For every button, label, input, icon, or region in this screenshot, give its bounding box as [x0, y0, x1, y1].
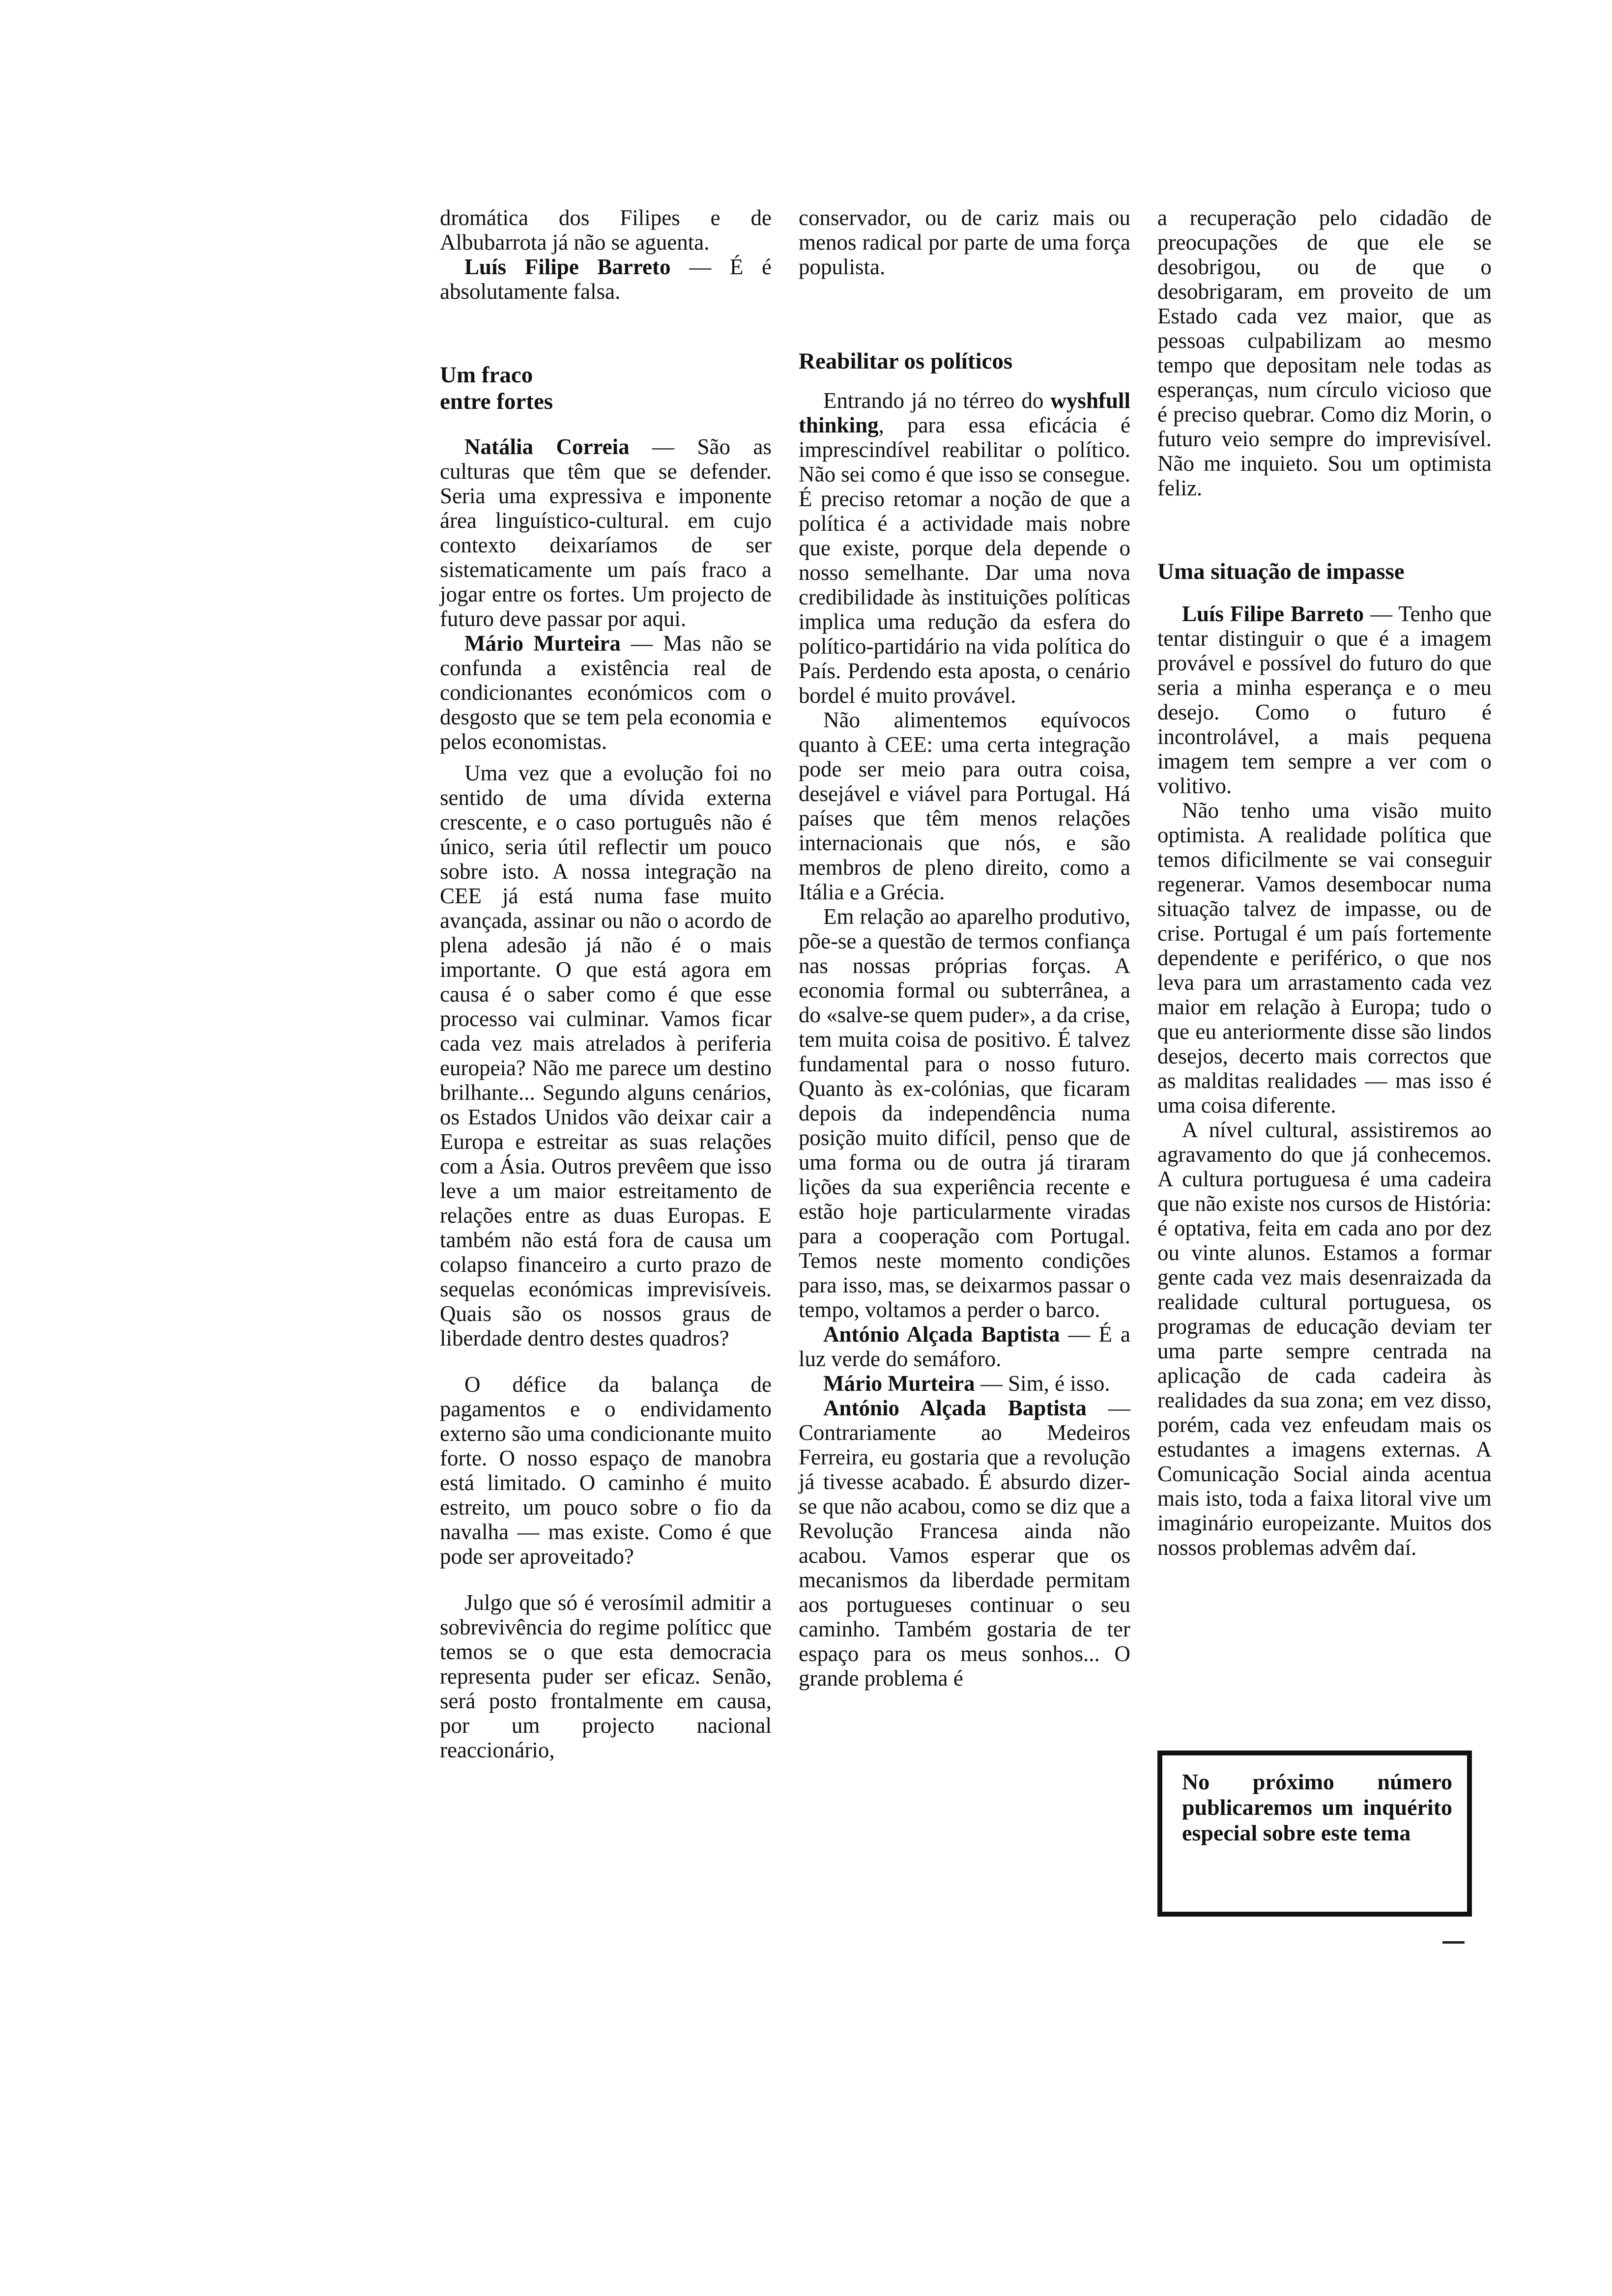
- next-issue-notice-box: [1157, 1751, 1472, 1917]
- speaker-name: António Alçada Baptista: [823, 1322, 1060, 1347]
- speech-text: — São as culturas que têm que se defender. Seria uma expressiva e imponente área linguístico-cultural. em cujo contexto deixaríamos de ser sistematicamente um país fraco a jogar entre os fortes. Um projecto de futuro deve passar por aqui.: [440, 434, 772, 631]
- paragraph: [799, 388, 1130, 708]
- speech-text: — Mas não se confunda a existência real de condicionantes económicos com o desgosto que se tem pela economia e pelos economistas.: [440, 631, 772, 754]
- speaker-name: Natália Correia: [464, 434, 630, 459]
- paragraph: Uma vez que a evolução foi no sentido de uma dívida externa crescente, e o caso português não é único, seria útil reflectir um pouco sobre isto. A nossa integração na CEE já está numa fase muito avançada, assinar ou não o acordo de plena adesão já não é o mais importante. O que está agora em causa é o saber como é que esse processo vai culminar. Vamos ficar cada vez mais atrelados à periferia europeia? Não me parece um destino brilhante... Segundo alguns cenários, os Estados Unidos vão deixar cair a Europa e estreitar as suas relações com a Ásia. Outros prevêem que isso leve a um maior estreitamento de relações entre as duas Europas. E também não está fora de causa um colapso financeiro a curto prazo de sequelas económicas imprevisíveis. Quais são os nossos graus de liberdade dentro destes quadros?: [440, 761, 772, 1350]
- text: Entrando já no térreo do: [823, 388, 1051, 413]
- section-heading: Reabilitar os políticos: [799, 348, 1013, 374]
- speaker-name: Mário Murteira: [823, 1371, 975, 1396]
- paragraph: [440, 631, 772, 754]
- speaker-name: Luís Filipe Barreto: [464, 255, 671, 279]
- column-1: [440, 205, 772, 1762]
- end-mark: [1442, 1941, 1465, 1944]
- paragraph: A nível cultural, assistiremos ao agravamento do que já conhecemos. A cultura portuguesa é uma cadeira que não existe nos cursos de História: é optativa, feita em cada ano por dez ou vinte alunos. Estamos a formar gente cada vez mais desenraizada da realidade cultural portuguesa, os programas de educação deviam ter uma parte sempre centrada na aplicação de cada cadeira às realidades da sua zona; em vez disso, porém, cada vez enfeudam mais os estudantes a imagens externas. A Comunicação Social ainda acentua mais isto, toda a faixa litoral vive um imaginário europeizante. Muitos dos nossos problemas advêm daí.: [1157, 1118, 1492, 1560]
- column-2: [799, 205, 1130, 1691]
- speaker-name: António Alçada Baptista: [823, 1396, 1087, 1420]
- paragraph: O défice da balança de pagamentos e o endividamento externo são uma condicionante muito forte. O nosso espaço de manobra está limitado. O caminho é muito estreito, um pouco sobre o fio da navalha — mas existe. Como é que pode ser aproveitado?: [440, 1372, 772, 1569]
- paragraph: a recuperação pelo cidadão de preocupações de que ele se desobrigou, ou de que o desobrigaram, em proveito de um Estado cada vez maior, que as pessoas culpabilizam ao mesmo tempo que depositam nele todas as esperanças, num círculo vicioso que é preciso quebrar. Como diz Morin, o futuro veio sempre do imprevisível. Não me inquieto. Sou um optimista feliz.: [1157, 205, 1492, 500]
- paragraph: Em relação ao aparelho produtivo, põe-se a questão de termos confiança nas nossas próprias forças. A economia formal ou subterrânea, a do «salve-se quem puder», a da crise, tem muita coisa de positivo. É talvez fundamental para o nosso futuro. Quanto às ex-colónias, que ficaram depois da independência numa posição muito difícil, penso que de uma forma ou de outra já tiraram lições da sua experiência recente e estão hoje particularmente viradas para a cooperação com Portugal. Temos neste momento condições para isso, mas, se deixarmos passar o tempo, voltamos a perder o barco.: [799, 904, 1130, 1322]
- speech-text: — Tenho que tentar distinguir o que é a imagem provável e possível do futuro do que seria a minha esperança e o meu desejo. Como o futuro é incontrolável, a mais pequena imagem tem sempre a ver com o volitivo.: [1157, 602, 1492, 798]
- paragraph: Julgo que só é verosímil admitir a sobrevivência do regime políticc que temos se o que esta democracia representa puder ser eficaz. Senão, será posto frontalmente em causa, por um projecto nacional reaccionário,: [440, 1590, 772, 1762]
- paragraph: dromática dos Filipes e de Albubarrota já não se aguenta.: [440, 205, 772, 255]
- speaker-name: Luís Filipe Barreto: [1182, 602, 1364, 626]
- speech-text: — É a luz verde do semáforo.: [799, 1322, 1130, 1371]
- paragraph: Não tenho uma visão muito optimista. A realidade política que temos dificilmente se vai conseguir regenerar. Vamos desembocar numa situação talvez de impasse, ou de crise. Portugal é um país fortemente dependente e periférico, o que nos leva para um arrastamento cada vez maior em relação à Europa; tudo o que eu anteriormente disse são lindos desejos, decerto mais correctos que as malditas realidades — mas isso é uma coisa diferente.: [1157, 798, 1492, 1118]
- paragraph: [440, 434, 772, 631]
- next-issue-notice: No próximo número publicaremos um inquérito especial sobre este tema: [1182, 1769, 1452, 1845]
- paragraph: Não alimentemos equívocos quanto à CEE: uma certa integração pode ser meio para outra coisa, desejável e viável para Portugal. Há países que têm menos relações internacionais que nós, e são membros de pleno direito, como a Itália e a Grécia.: [799, 708, 1130, 904]
- paragraph: [1157, 602, 1492, 798]
- paragraph: [440, 255, 772, 304]
- emphasis-text: wyshfull thinking: [799, 388, 1130, 437]
- speech-text: — Sim, é isso.: [975, 1371, 1110, 1396]
- section-heading: Um fraco entre fortes: [440, 362, 553, 414]
- column-3: [1157, 205, 1492, 1560]
- speech-text: — Contrariamente ao Medeiros Ferreira, eu gostaria que a revolução já tivesse acabado. É absurdo dizer-se que não acabou, como se diz que a Revolução Francesa ainda não acabou. Vamos esperar que os mecanismos da liberdade permitam aos portugueses continuar o seu caminho. Também gostaria de ter espaço para os meus sonhos... O grande problema é: [799, 1396, 1130, 1691]
- paragraph: [799, 1322, 1130, 1371]
- paragraph: [799, 1396, 1130, 1691]
- section-heading: Uma situação de impasse: [1157, 559, 1405, 584]
- paragraph: conservador, ou de cariz mais ou menos radical por parte de uma força populista.: [799, 205, 1130, 279]
- paragraph: [799, 1371, 1130, 1396]
- speech-text: — É é absolutamente falsa.: [440, 255, 772, 304]
- speaker-name: Mário Murteira: [464, 631, 621, 656]
- text: , para essa eficácia é imprescindível reabilitar o político. Não sei como é que isso se consegue. É preciso retomar a noção de que a política é a actividade mais nobre que existe, porque dela depende o nosso semelhante. Dar uma nova credibilidade às instituições políticas implica uma redução da esfera do político-partidário na vida política do País. Perdendo esta aposta, o cenário bordel é muito provável.: [799, 413, 1130, 708]
